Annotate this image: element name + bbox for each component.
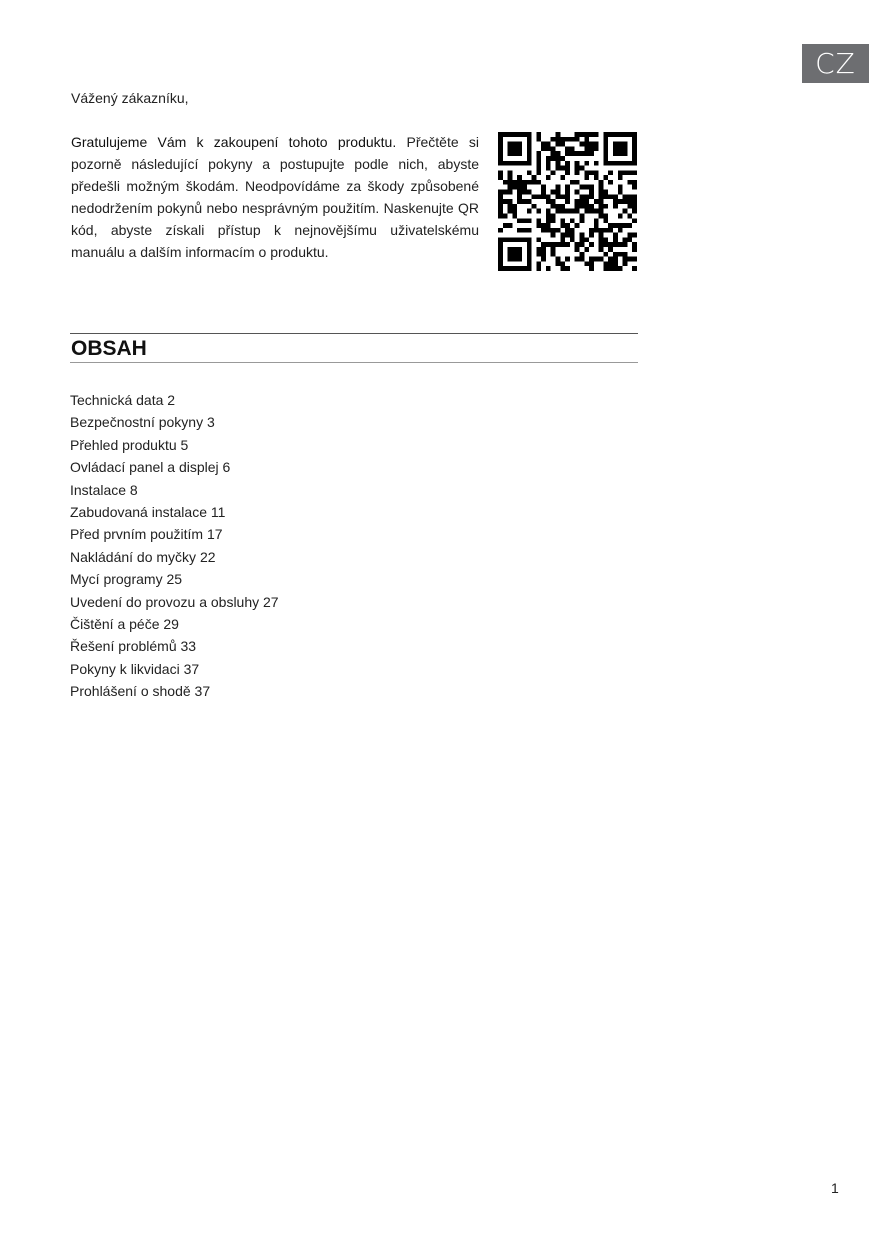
language-tab: CZ (802, 44, 869, 83)
toc-item[interactable]: Čištění a péče 29 (70, 615, 179, 632)
toc-item[interactable]: Instalace 8 (70, 481, 138, 498)
toc-item[interactable]: Před prvním použitím 17 (70, 526, 223, 543)
greeting: Vážený zákazníku, (71, 90, 189, 106)
toc-item[interactable]: Technická data 2 (70, 392, 176, 408)
toc-title: OBSAH (71, 337, 147, 360)
toc-item[interactable]: Řešení problémů 33 (70, 638, 197, 655)
intro-lead: Gratulujeme Vám k zakoupení tohoto produktu. (71, 134, 397, 150)
toc-item[interactable]: Pokyny k likvidaci 37 (70, 660, 200, 677)
toc-item[interactable]: Prohlášení o shodě 37 (70, 683, 211, 700)
toc-item[interactable]: Nakládání do myčky 22 (70, 548, 216, 565)
toc-item[interactable]: Ovládací panel a displej 6 (70, 459, 231, 476)
toc-rule-bottom (70, 362, 638, 363)
intro-body: Přečtěte si pozorně následující pokyny a postupujte podle nich, abyste předešli možným škodám. Neodpovídáme za škody způsobené nedodržením pokynů nebo nesprávným použitím. Naskenujte QR kód, abyste získali přístup k nejnovějšímu uživatelskému manuálu a dalším informacím o produktu. (71, 134, 479, 260)
toc-item[interactable]: Mycí programy 25 (70, 571, 183, 588)
toc-item[interactable]: Bezpečnostní pokyny 3 (70, 414, 215, 431)
qr-code-icon[interactable] (498, 132, 637, 271)
intro-paragraph (71, 131, 479, 263)
toc-item[interactable]: Přehled produktu 5 (70, 436, 189, 453)
page-number: 1 (831, 1180, 839, 1196)
toc-rule-top (70, 333, 638, 334)
toc-item[interactable]: Zabudovaná instalace 11 (70, 503, 226, 520)
toc-item[interactable]: Uvedení do provozu a obsluhy 27 (70, 593, 279, 610)
table-of-contents (70, 389, 279, 702)
